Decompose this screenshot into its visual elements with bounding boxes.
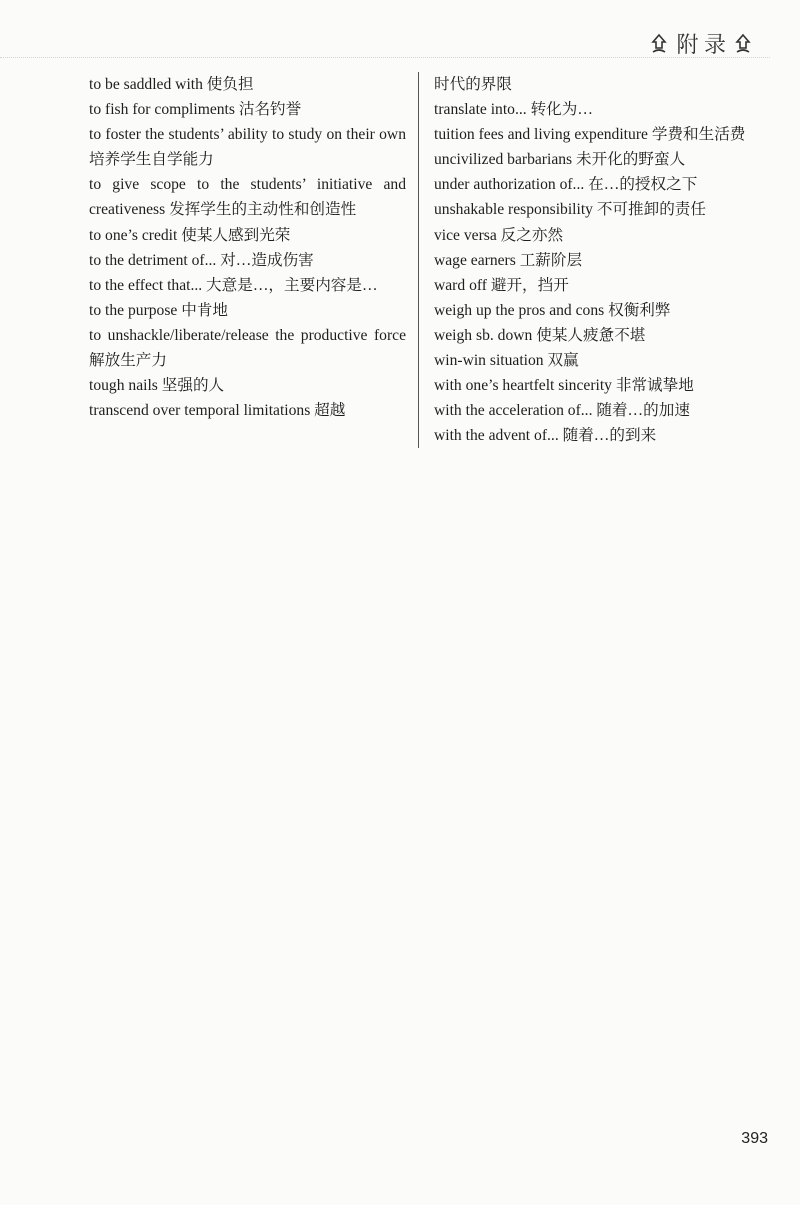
- glossary-entry: to fish for compliments 沽名钓誉: [89, 101, 302, 119]
- glossary-entry: to be saddled with 使负担: [89, 76, 254, 93]
- glossary-entry: under authorization of... 在…的授权之下: [434, 176, 698, 194]
- glossary-entry: vice versa 反之亦然: [434, 226, 564, 244]
- glossary-entry: weigh sb. down 使某人疲惫不堪: [434, 326, 646, 344]
- glossary-left-column: [89, 72, 418, 448]
- glossary-entry: to the effect that... 大意是…，主要内容是…: [89, 276, 378, 294]
- section-title: 附 录: [676, 32, 726, 57]
- glossary-entry: wage earners 工薪阶层: [434, 251, 583, 269]
- glossary-entry: with the acceleration of... 随着…的加速: [434, 402, 690, 420]
- glossary-entry: to the detriment of... 对…造成伤害: [89, 251, 314, 269]
- glossary-entry: with the advent of... 随着…的到来: [434, 427, 657, 445]
- glossary-entry: to foster the students’ ability to study on their own 培养学生自学能力: [89, 126, 406, 169]
- glossary-entry: win-win situation 双赢: [434, 352, 579, 370]
- header-divider: [0, 57, 770, 58]
- glossary-entry: 时代的界限: [434, 76, 512, 93]
- glossary-entry: with one’s heartfelt sincerity 非常诚挚地: [434, 377, 694, 395]
- lotus-ornament-icon: [734, 33, 752, 55]
- glossary-columns: [89, 72, 751, 448]
- glossary-entry: uncivilized barbarians 未开化的野蛮人: [434, 151, 686, 169]
- running-header: [650, 28, 752, 59]
- glossary-entry: weigh up the pros and cons 权衡利弊: [434, 301, 671, 319]
- glossary-entry: tough nails 坚强的人: [89, 377, 225, 395]
- lotus-ornament-icon: [650, 33, 668, 55]
- glossary-entry: transcend over temporal limitations 超越: [89, 402, 346, 420]
- glossary-entry: ward off 避开，挡开: [434, 276, 569, 294]
- glossary-entry: to one’s credit 使某人感到光荣: [89, 226, 291, 244]
- page-number: 393: [741, 1130, 768, 1147]
- glossary-entry: to the purpose 中肯地: [89, 301, 229, 319]
- glossary-entry: tuition fees and living expenditure 学费和生活费: [434, 126, 746, 144]
- glossary-entry: unshakable responsibility 不可推卸的责任: [434, 201, 706, 219]
- glossary-entry: translate into... 转化为…: [434, 101, 593, 119]
- glossary-entry: to give scope to the students’ initiative and creativeness 发挥学生的主动性和创造性: [89, 176, 406, 219]
- glossary-right-column: [418, 72, 750, 448]
- glossary-entry: to unshackle/liberate/release the productive force 解放生产力: [89, 326, 406, 370]
